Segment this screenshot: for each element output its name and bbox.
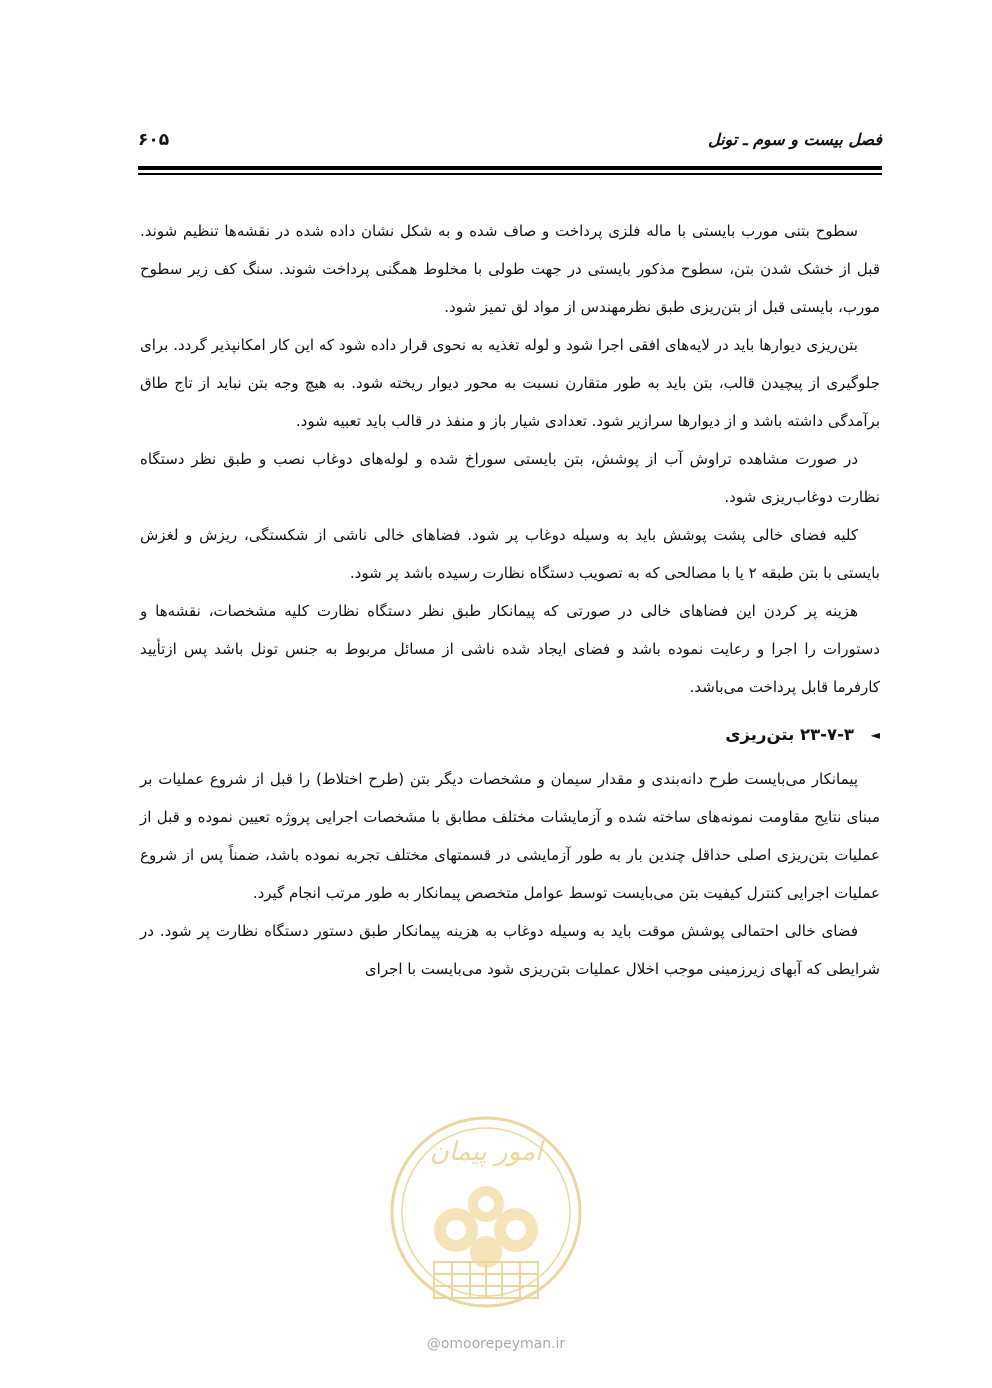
watermark-text: امور پیمان [429,1137,543,1167]
bullet-arrow-icon: ◄ [870,728,880,742]
header-rule-thin [138,173,882,175]
page-header [138,124,882,160]
paragraph: پیمانکار می‌بایست طرح دانه‌بندی و مقدار سیمان و مشخصات دیگر بتن (طرح اختلاط) را قبل از شروع عملیات بر مبنای نتایج مقاومت نمونه‌های ساخته شده و آزمایشات مختلف مطابق با مشخصات اجرایی پروژه تعیین نموده و قبل از عملیات بتن‌ریزی اصلی حداقل چندین بار به طور آزمایشی در قسمتهای مختلف تجربه نموده باشد، ضمناً پس از شروع عملیات اجرایی کنترل کیفیت بتن می‌بایست توسط عوامل متخصص پیمانکار به طور مرتب انجام گیرد. [140,770,880,902]
watermark-seal-icon [386,1112,586,1324]
header-rule-thick [138,166,882,170]
watermark-url: @omoorepeyman.ir [426,1336,566,1352]
section-heading-text: ۲۳-۷-۳ بتن‌ریزی [725,725,854,744]
chapter-title: فصل بیست و سوم ـ تونل [707,130,882,149]
paragraph: فضای خالی احتمالی پوشش موقت باید به وسیله دوغاب به هزینه پیمانکار طبق دستور دستگاه نظارت پر شود. در شرایطی که آبهای زیرزمینی موجب اخلال عملیات بتن‌ریزی شود می‌بایست با اجرای [140,922,880,978]
paragraph: بتن‌ریزی دیوارها باید در لایه‌های افقی اجرا شود و لوله تغذیه به نحوی قرار داده شود که این کار امکانپذیر گردد. برای جلوگیری از پیچیدن قالب، بتن باید به طور متقارن نسبت به محور دیوار ریخته شود. به هیچ وجه بتن نباید از تاج طاق برآمدگی داشته باشد و از دیوارها سرازیر شود. تعدادی شیار باز و منفذ در قالب باید تعبیه شود. [140,336,880,430]
paragraph: در صورت مشاهده تراوش آب از پوشش، بتن بایستی سوراخ شده و لوله‌های دوغاب نصب و طبق نظر دستگاه نظارت دوغاب‌ریزی شود. [140,450,880,506]
paragraph: هزینه پر کردن این فضاهای خالی در صورتی که پیمانکار طبق نظر دستگاه نظارت کلیه مشخصات، نقشه‌ها و دستورات را اجرا و رعایت نموده باشد و فضای ایجاد شده ناشی از مسائل مربوط به جنس تونل باشد پس ازتأیید کارفرما قابل پرداخت می‌باشد. [140,602,880,696]
body-text [140,212,880,988]
page-number: ۶۰۵ [138,130,170,150]
paragraph: کلیه فضای خالی پشت پوشش باید به وسیله دوغاب پر شود. فضاهای خالی ناشی از شکستگی، ریزش و لغزش بایستی با بتن طبقه ۲ یا با مصالحی که به تصویب دستگاه نظارت رسیده باشد پر شود. [140,526,880,582]
section-heading [140,716,880,754]
paragraph: سطوح بتنی مورب بایستی با ماله فلزی پرداخت و صاف شده و به شکل نشان داده شده در نقشه‌ها تنظیم شوند. قبل از خشک شدن بتن، سطوح مذکور بایستی در جهت طولی با مخلوط همگنی پرداخت شوند. سنگ کف زیر سطوح مورب، بایستی قبل از بتن‌ریزی طبق نظرمهندس از مواد لق تمیز شود. [140,222,880,316]
